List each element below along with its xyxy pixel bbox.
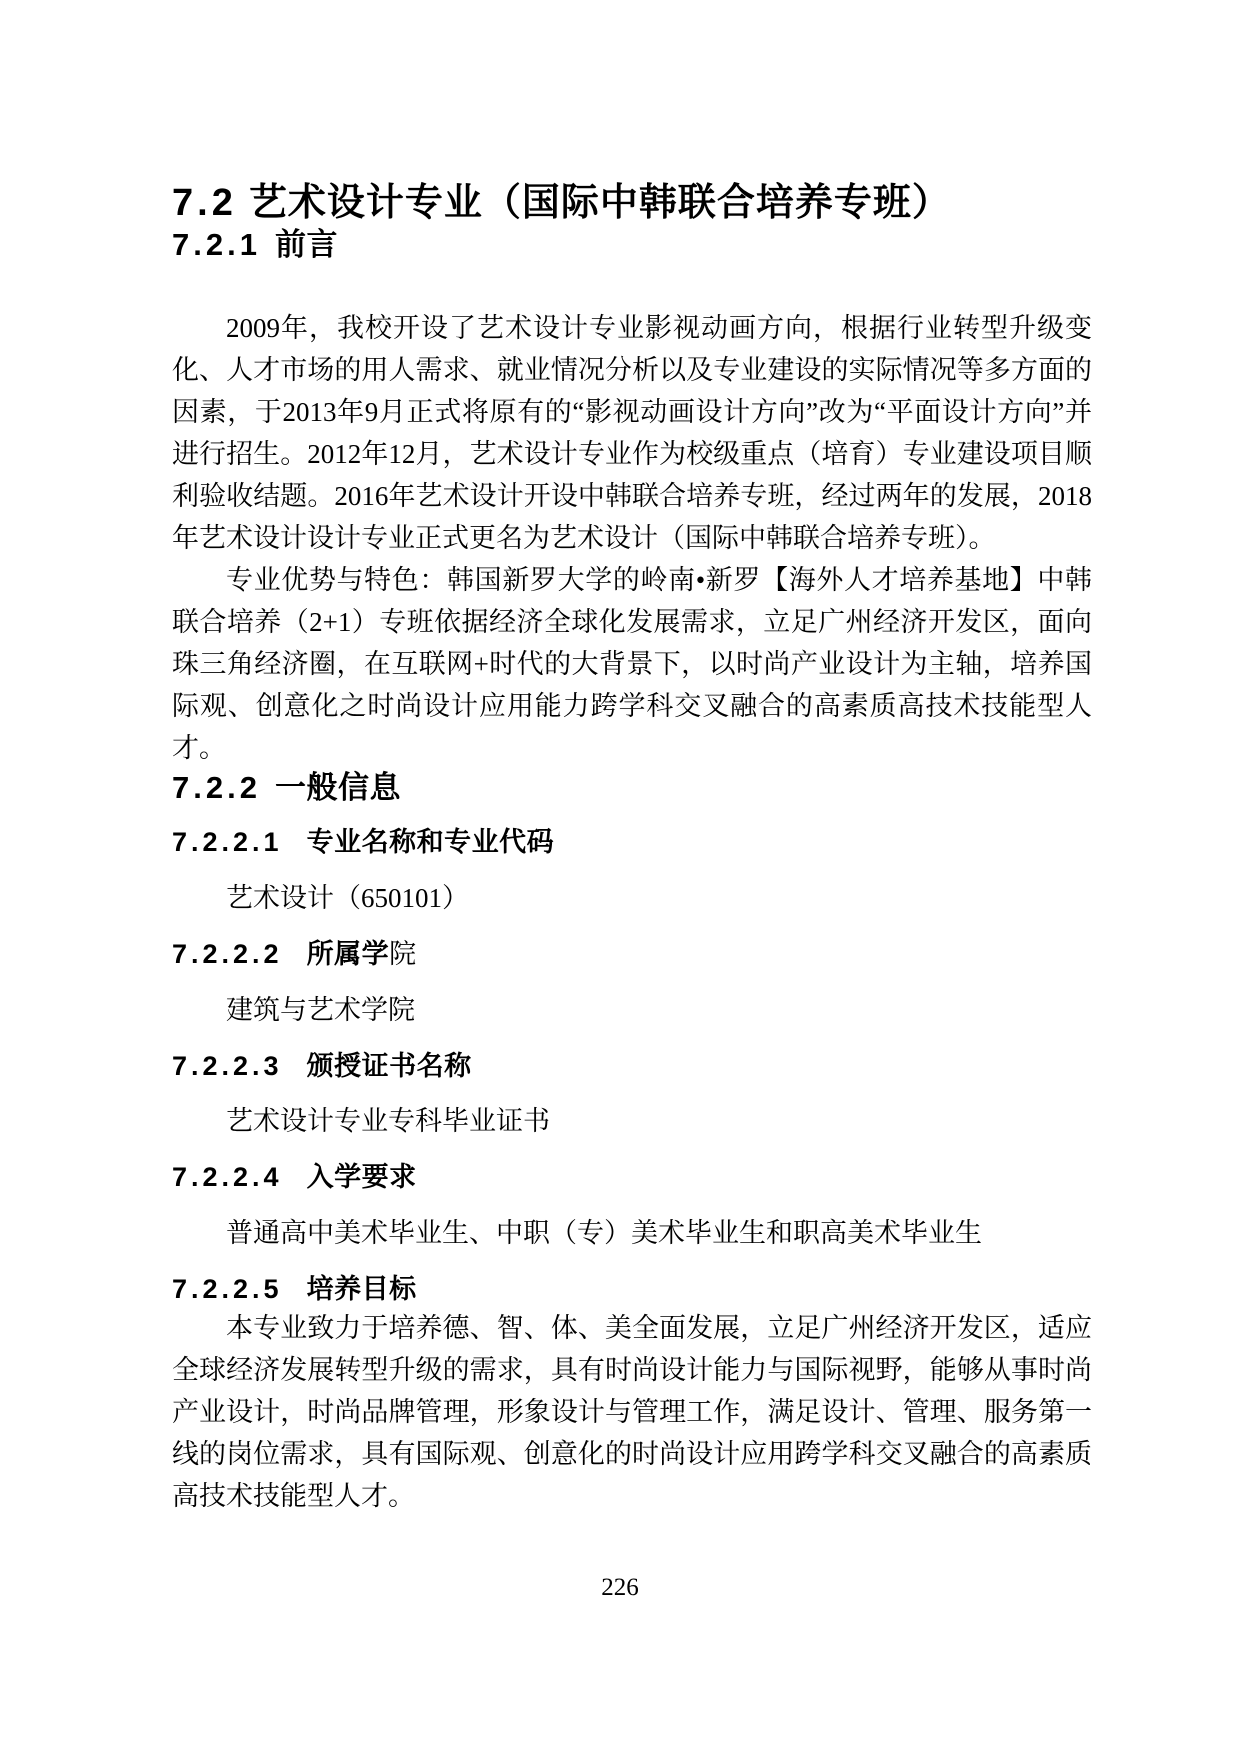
paragraph-advantages: 专业优势与特色：韩国新罗大学的岭南•新罗【海外人才培养基地】中韩联合培养（2+1）专班依据经济全球化发展需求，立足广州经济开发区，面向珠三角经济圈，在互联网+时代的大背景下，以时尚产业设计为主轴，培养国际观、创意化之时尚设计应用能力跨学科交叉融合的高素质高技术技能型人才。 [172, 564, 1092, 763]
section-heading-preface-number: 7.2.1 [172, 226, 261, 262]
subsection-body-admission: 普通高中美术毕业生、中职（专）美术毕业生和职高美术毕业生 [226, 1218, 982, 1249]
section-heading-general-info-number: 7.2.2 [172, 769, 261, 805]
subsection-heading-major-name-code-number: 7.2.2.1 [172, 827, 283, 858]
subsection-heading-college-text: 所属学 [306, 938, 390, 969]
subsection-heading-training-goal-number: 7.2.2.5 [172, 1274, 283, 1305]
subsection-heading-admission-number: 7.2.2.4 [172, 1162, 283, 1193]
section-heading-preface [172, 226, 1092, 263]
subsection-heading-college-number: 7.2.2.2 [172, 938, 283, 969]
page-title [172, 182, 1092, 226]
subsection-heading-training-goal-text: 培养目标 [306, 1274, 417, 1305]
subsection-heading-admission [172, 1161, 1092, 1195]
subsection-heading-admission-text: 入学要求 [306, 1162, 417, 1193]
subsection-body-training-goal: 本专业致力于培养德、智、体、美全面发展，立足广州经济开发区，适应全球经济发展转型升级的需求，具有时尚设计能力与国际视野，能够从事时尚产业设计，时尚品牌管理，形象设计与管理工作，满足设计、管理、服务第一线的岗位需求，具有国际观、创意化的时尚设计应用跨学科交叉融合的高素质高技术技能型人才。 [172, 1312, 1092, 1511]
subsection-heading-certificate [172, 1050, 1092, 1084]
subsection-body-college: 建筑与艺术学院 [226, 994, 415, 1025]
subsection-heading-training-goal [172, 1273, 1092, 1307]
subsection-heading-college-tail: 院 [389, 938, 417, 969]
page-number: 226 [601, 1574, 639, 1601]
section-heading-general-info [172, 769, 1092, 806]
page-title-number: 7.2 [172, 182, 237, 224]
subsection-heading-certificate-number: 7.2.2.3 [172, 1050, 283, 1081]
page-title-text: 艺术设计专业（国际中韩联合培养专班） [248, 182, 951, 224]
subsection-heading-major-name-code-text: 专业名称和专业代码 [306, 827, 555, 858]
paragraph-history: 2009年，我校开设了艺术设计专业影视动画方向，根据行业转型升级变化、人才市场的用人需求、就业情况分析以及专业建设的实际情况等多方面的因素，于2013年9月正式将原有的“影视动画设计方向”改为“平面设计方向”并进行招生。2012年12月，艺术设计专业作为校级重点（培育）专业建设项目顺利验收结题。2016年艺术设计开设中韩联合培养专班，经过两年的发展，2018年艺术设计设计专业正式更名为艺术设计（国际中韩联合培养专班）。 [172, 312, 1092, 553]
section-heading-preface-text: 前言 [274, 226, 338, 262]
subsection-heading-certificate-text: 颁授证书名称 [306, 1050, 472, 1081]
subsection-heading-college [172, 938, 1092, 972]
page-footer [0, 1574, 1240, 1602]
subsection-body-major-name-code: 艺术设计（650101） [226, 882, 469, 913]
section-heading-general-info-text: 一般信息 [274, 769, 401, 805]
subsection-body-certificate: 艺术设计专业专科毕业证书 [226, 1106, 550, 1137]
subsection-heading-major-name-code [172, 826, 1092, 860]
